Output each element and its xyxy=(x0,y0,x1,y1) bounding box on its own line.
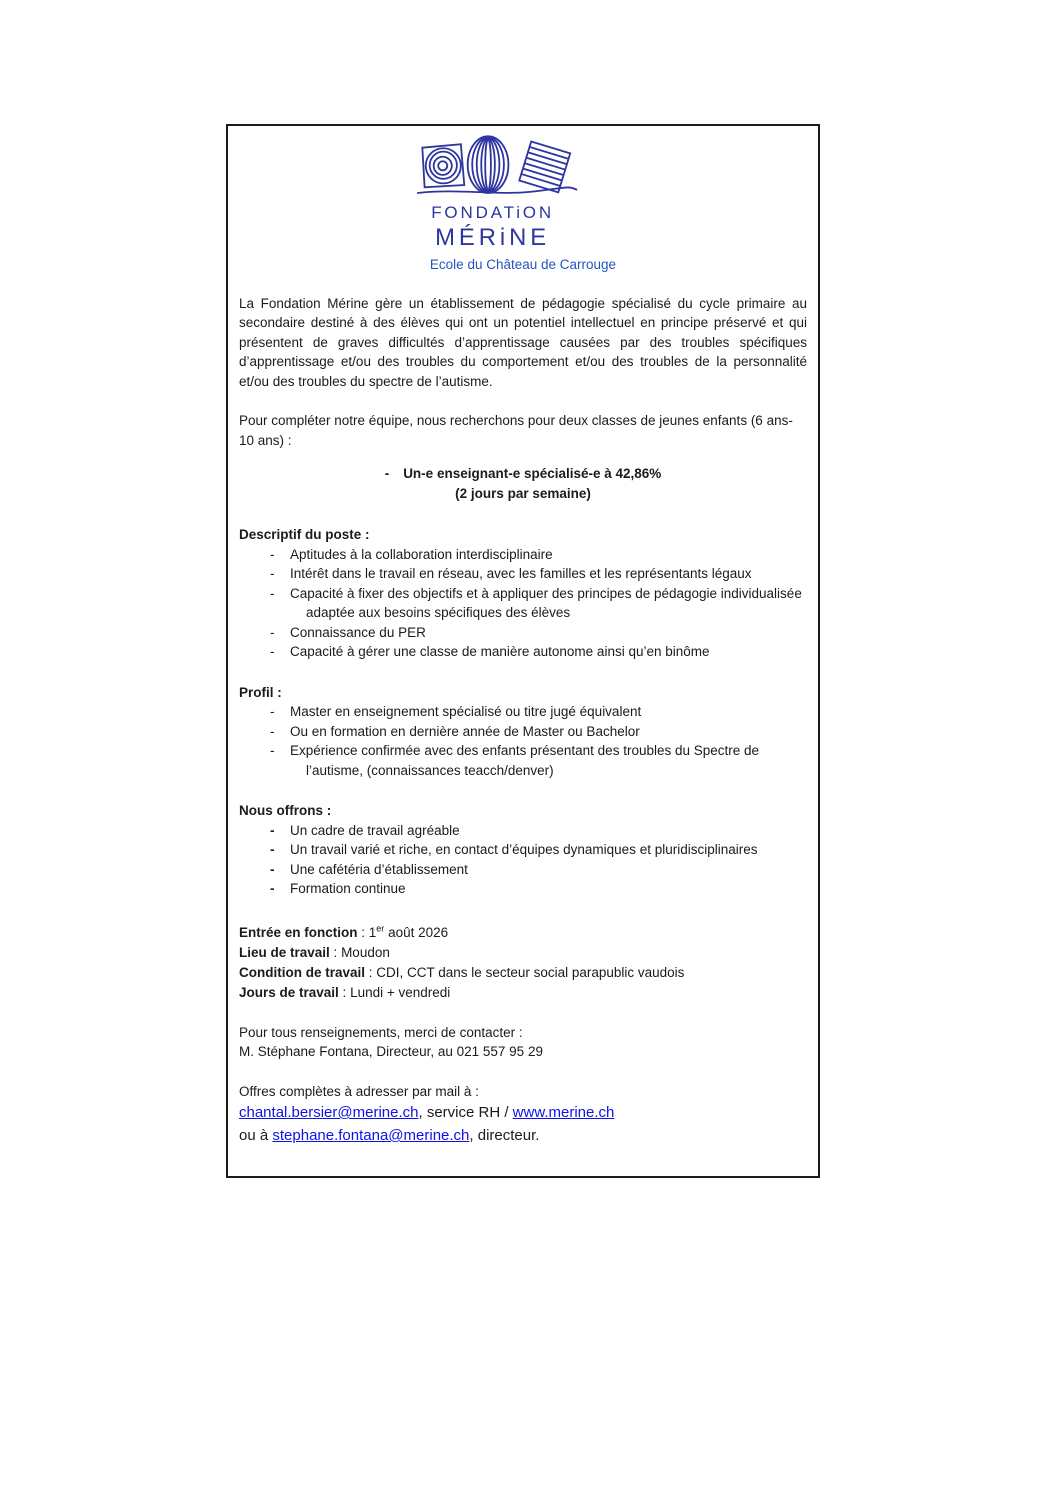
list-item xyxy=(239,702,807,722)
section-heading-descriptif: Descriptif du poste : xyxy=(239,527,370,542)
list-item xyxy=(239,840,807,860)
recruitment-paragraph: Pour compléter notre équipe, nous recherchons pour deux classes de jeunes enfants (6 ans-10 ans) : xyxy=(239,413,793,448)
section-heading-offrons: Nous offrons : xyxy=(239,803,332,818)
logo-drawing-icon xyxy=(411,134,581,252)
email-link-stephane[interactable]: stephane.fontana@merine.ch xyxy=(272,1127,470,1144)
job-title-line2: (2 jours par semaine) xyxy=(455,486,591,501)
list-item-text: Un travail varié et riche, en contact d’équipes dynamiques et pluridisciplinaires xyxy=(290,842,758,857)
intro-paragraph: La Fondation Mérine gère un établissement de pédagogie spécialisé du cycle primaire au secondaire destiné à des élèves qui ont un potentiel intellectuel en principe préservé et qui présentent de graves difficultés d’apprentissage causées par des troubles spécifiques d’apprentissage et/ou des troubles du comportement et/ou des troubles de la personnalité et/ou des troubles du spectre de l’autisme. xyxy=(239,295,807,389)
list-item xyxy=(239,623,807,643)
apply-mail-line2 xyxy=(239,1124,807,1147)
detail-separator: : xyxy=(365,964,377,980)
profil-list xyxy=(239,702,807,780)
job-title xyxy=(239,464,807,504)
email-link-chantal[interactable]: chantal.bersier@merine.ch xyxy=(239,1104,419,1121)
detail-label: Jours de travail xyxy=(239,984,339,1000)
website-link[interactable]: www.merine.ch xyxy=(512,1104,615,1121)
detail-value: août 2026 xyxy=(384,924,449,940)
bullet-dash: - xyxy=(270,723,275,739)
offers-list xyxy=(239,821,807,899)
detail-value: Lundi + vendredi xyxy=(350,984,451,1000)
bullet-dash: - xyxy=(270,566,275,581)
detail-separator: : xyxy=(338,984,351,1000)
job-title-text: Un-e enseignant-e spécialisé-e à 42,86% xyxy=(403,466,662,481)
job-details xyxy=(239,923,807,1003)
list-item xyxy=(239,879,807,899)
detail-separator: : xyxy=(329,944,342,960)
detail-lieu-de-travail xyxy=(239,943,807,963)
list-item xyxy=(239,741,807,780)
bullet-dash: - xyxy=(270,842,275,857)
bullet-dash: - xyxy=(270,624,275,640)
list-item xyxy=(239,584,807,623)
list-item-text: Master en enseignement spécialisé ou titre jugé équivalent xyxy=(290,704,642,719)
apply-mail-line2-suffix: , directeur. xyxy=(469,1127,540,1144)
list-item-text: Capacité à fixer des objectifs et à appliquer des principes de pédagogie individualisée adaptée aux besoins spécifiques des élèves xyxy=(290,585,802,620)
contact-block xyxy=(239,1023,807,1062)
bullet-dash: - xyxy=(270,704,275,719)
detail-separator: : xyxy=(357,924,369,940)
bullet-dash: - xyxy=(270,644,275,659)
list-item xyxy=(239,860,807,880)
contact-line1: Pour tous renseignements, merci de contacter : xyxy=(239,1024,523,1040)
contact-line2: M. Stéphane Fontana, Directeur, au 021 557 95 29 xyxy=(239,1044,543,1059)
detail-jours-de-travail xyxy=(239,983,807,1003)
detail-value: CDI, CCT dans le secteur social parapublic vaudois xyxy=(376,964,685,980)
bullet-dash: - xyxy=(270,743,275,758)
list-item-text: Intérêt dans le travail en réseau, avec les familles et les représentants légaux xyxy=(290,566,752,581)
apply-intro: Offres complètes à adresser par mail à : xyxy=(239,1083,479,1099)
list-item-text: Aptitudes à la collaboration interdisciplinaire xyxy=(290,546,553,562)
list-item xyxy=(239,564,807,584)
application-block xyxy=(239,1082,807,1148)
bullet-dash: - xyxy=(270,861,275,877)
detail-label: Condition de travail xyxy=(239,964,366,980)
detail-condition-de-travail xyxy=(239,963,807,983)
list-item-text: Expérience confirmée avec des enfants présentant des troubles du Spectre de l’autisme, (connaissances teacch/denver) xyxy=(290,743,760,778)
list-item xyxy=(239,642,807,662)
job-title-dash: - xyxy=(384,466,390,481)
list-item-text: Une cafétéria d’établissement xyxy=(290,861,468,877)
detail-label: Entrée en fonction xyxy=(239,924,358,940)
job-posting-document xyxy=(226,124,820,1178)
logo-fondation-text: FONDATiON xyxy=(431,202,554,222)
list-item-text: Formation continue xyxy=(290,881,406,896)
apply-mail-line1 xyxy=(239,1101,807,1124)
bullet-dash: - xyxy=(270,881,275,896)
list-item xyxy=(239,821,807,841)
descriptif-list xyxy=(239,545,807,662)
school-subtitle: Ecole du Château de Carrouge xyxy=(429,257,617,272)
detail-value: 1 xyxy=(368,924,377,940)
detail-value: Moudon xyxy=(341,944,390,960)
bullet-dash: - xyxy=(270,585,275,601)
list-item-text: Ou en formation en dernière année de Master ou Bachelor xyxy=(290,723,640,739)
apply-mail-line2-prefix: ou à xyxy=(239,1127,273,1144)
job-title-line1 xyxy=(239,464,807,484)
list-item-text: Capacité à gérer une classe de manière autonome ainsi qu’en binôme xyxy=(290,644,710,659)
bullet-dash: - xyxy=(270,546,275,562)
detail-entree-en-fonction xyxy=(239,923,807,943)
list-item-text: Un cadre de travail agréable xyxy=(290,822,460,838)
list-item xyxy=(239,545,807,565)
list-item-text: Connaissance du PER xyxy=(290,624,426,640)
logo-merine-text: MÉRiNE xyxy=(435,224,551,252)
bullet-dash: - xyxy=(270,822,275,838)
ordinal-superscript: er xyxy=(376,923,385,933)
section-heading-profil: Profil : xyxy=(239,684,282,700)
detail-label: Lieu de travail xyxy=(239,944,330,960)
apply-mail-line1-text: , service RH / xyxy=(418,1104,513,1121)
fondation-merine-logo xyxy=(411,134,581,252)
list-item xyxy=(239,722,807,742)
